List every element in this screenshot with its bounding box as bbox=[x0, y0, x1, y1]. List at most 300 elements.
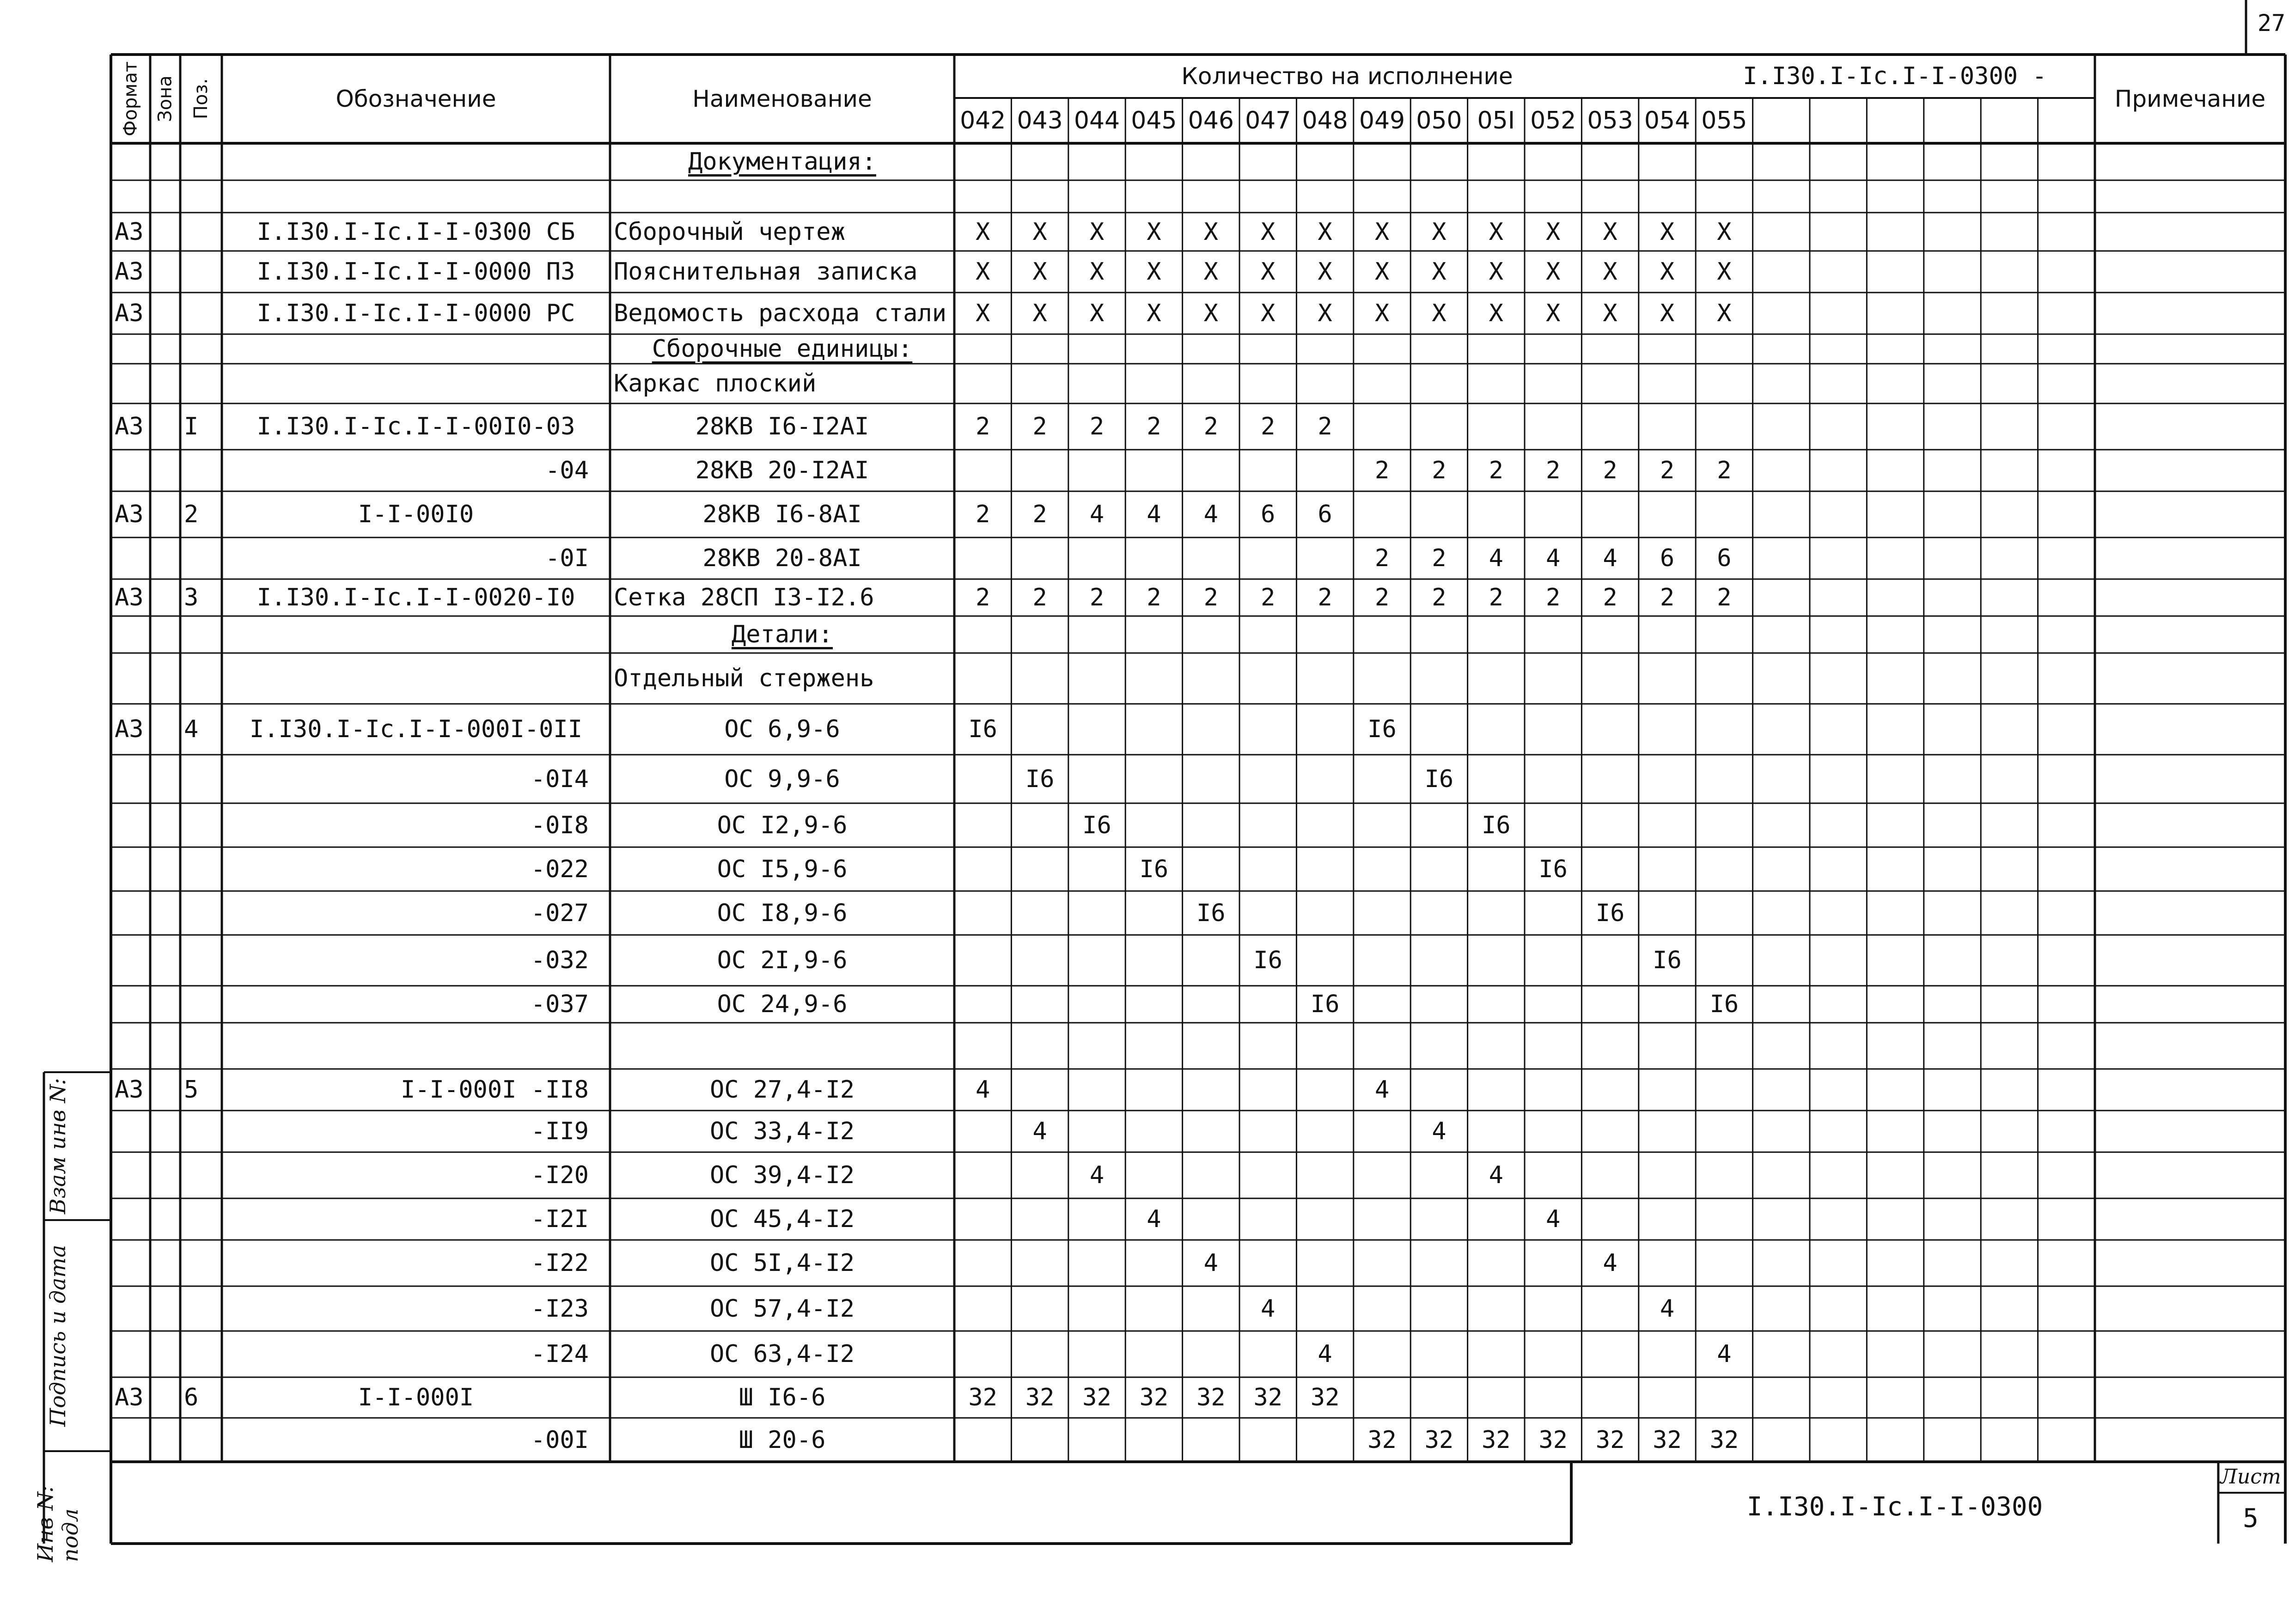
quantity-cell: 2 bbox=[1374, 584, 1390, 611]
quantity-cell: 4 bbox=[1374, 1076, 1390, 1104]
row-designation bbox=[222, 1023, 610, 1069]
quantity-cell: X bbox=[1318, 258, 1332, 286]
quantity-cell: I6 bbox=[1595, 899, 1625, 927]
row-pos bbox=[180, 334, 222, 364]
quantity-cell: 2 bbox=[1032, 584, 1047, 611]
side-stamp-vzam: Взам инв N: bbox=[45, 1078, 70, 1215]
row-designation: -00I bbox=[531, 1426, 589, 1454]
quantity-cell: 2 bbox=[976, 501, 990, 528]
row-designation bbox=[222, 334, 610, 364]
row-zone bbox=[150, 537, 180, 579]
quantity-cell: 2 bbox=[1374, 457, 1390, 484]
row-name: ОС 2I,9-6 bbox=[717, 946, 848, 974]
quantity-cell: X bbox=[1147, 299, 1161, 327]
quantity-cell: I6 bbox=[1310, 990, 1340, 1018]
row-designation: -I2I bbox=[531, 1205, 589, 1233]
row-pos bbox=[180, 364, 222, 403]
quantity-cell: 32 bbox=[1139, 1384, 1169, 1411]
row-name: ОС 39,4-I2 bbox=[709, 1161, 855, 1189]
row-format bbox=[111, 1111, 150, 1152]
variant-header: 042 bbox=[960, 107, 1006, 134]
quantity-cell: 2 bbox=[1318, 584, 1332, 611]
row-format bbox=[111, 537, 150, 579]
row-pos bbox=[180, 450, 222, 491]
quantity-cell: 4 bbox=[1032, 1117, 1047, 1145]
quantity-cell: X bbox=[1203, 258, 1218, 286]
row-zone bbox=[150, 251, 180, 293]
row-format bbox=[111, 755, 150, 803]
row-designation bbox=[222, 616, 610, 653]
row-designation: -0I4 bbox=[531, 765, 589, 793]
row-format bbox=[111, 986, 150, 1023]
quantity-cell: 4 bbox=[1546, 1205, 1561, 1233]
quantity-cell: 4 bbox=[1717, 1340, 1732, 1368]
side-stamp-inv-podl: Инв N: подл bbox=[33, 1485, 83, 1562]
row-name: ОС 45,4-I2 bbox=[709, 1205, 855, 1233]
section-heading: Документация: bbox=[688, 148, 876, 176]
row-format bbox=[111, 180, 150, 213]
row-zone bbox=[150, 579, 180, 616]
row-designation: -II9 bbox=[531, 1117, 589, 1145]
row-format: А3 bbox=[115, 299, 144, 327]
row-name: 28КВ I6-I2АI bbox=[695, 413, 869, 440]
row-pos bbox=[180, 891, 222, 935]
quantity-cell: X bbox=[1603, 218, 1617, 246]
quantity-cell: 4 bbox=[1147, 1205, 1161, 1233]
quantity-cell: 2 bbox=[1432, 584, 1447, 611]
row-designation: -027 bbox=[531, 899, 589, 927]
row-name: ОС 6,9-6 bbox=[724, 715, 840, 743]
header-note: Примечание bbox=[2114, 85, 2266, 112]
row-designation: I-I-00I0 bbox=[358, 501, 474, 528]
side-stamp-podpis: Подпись и дата bbox=[45, 1245, 70, 1427]
row-name: Пояснительная записка bbox=[614, 258, 918, 286]
row-format bbox=[111, 891, 150, 935]
quantity-cell: 2 bbox=[1489, 457, 1503, 484]
row-designation bbox=[222, 653, 610, 704]
quantity-cell: I6 bbox=[1709, 990, 1739, 1018]
row-zone bbox=[150, 1418, 180, 1462]
quantity-cell: X bbox=[1546, 258, 1561, 286]
row-pos bbox=[180, 1198, 222, 1240]
quantity-cell: I6 bbox=[1082, 811, 1111, 839]
quantity-cell: 2 bbox=[1432, 544, 1447, 572]
row-name: Каркас плоский bbox=[614, 370, 817, 397]
quantity-cell: 32 bbox=[1709, 1426, 1739, 1454]
row-zone bbox=[150, 1152, 180, 1198]
row-format bbox=[111, 143, 150, 180]
quantity-cell: X bbox=[1432, 258, 1447, 286]
quantity-cell: 2 bbox=[976, 584, 990, 611]
section-heading: Детали: bbox=[731, 621, 833, 648]
variant-header: 043 bbox=[1017, 107, 1063, 134]
row-name: ОС 24,9-6 bbox=[717, 990, 848, 1018]
quantity-cell: 32 bbox=[968, 1384, 997, 1411]
row-pos bbox=[180, 1240, 222, 1286]
row-zone bbox=[150, 653, 180, 704]
row-pos bbox=[180, 180, 222, 213]
quantity-cell: 2 bbox=[1660, 584, 1675, 611]
quantity-cell: X bbox=[1660, 258, 1675, 286]
quantity-cell: 6 bbox=[1318, 501, 1332, 528]
row-zone bbox=[150, 704, 180, 755]
row-zone bbox=[150, 1240, 180, 1286]
row-zone bbox=[150, 1377, 180, 1418]
quantity-cell: X bbox=[1489, 299, 1503, 327]
quantity-cell: X bbox=[1318, 299, 1332, 327]
row-zone bbox=[150, 450, 180, 491]
quantity-cell: 32 bbox=[1653, 1426, 1682, 1454]
variant-header: 047 bbox=[1245, 107, 1291, 134]
quantity-cell: 4 bbox=[1147, 501, 1161, 528]
quantity-cell: X bbox=[1603, 258, 1617, 286]
quantity-cell: X bbox=[976, 258, 990, 286]
quantity-cell: X bbox=[1546, 299, 1561, 327]
row-pos bbox=[180, 1286, 222, 1331]
row-zone bbox=[150, 935, 180, 986]
row-pos bbox=[180, 537, 222, 579]
quantity-cell: I6 bbox=[1196, 899, 1226, 927]
quantity-cell: 2 bbox=[976, 413, 990, 440]
variant-header: 052 bbox=[1530, 107, 1576, 134]
row-zone bbox=[150, 491, 180, 537]
quantity-cell: X bbox=[976, 299, 990, 327]
row-name: 28КВ 20-8АI bbox=[702, 544, 862, 572]
row-name: Ш 20-6 bbox=[739, 1426, 826, 1454]
row-format bbox=[111, 1152, 150, 1198]
quantity-cell: 4 bbox=[1489, 1161, 1503, 1189]
row-designation: -032 bbox=[531, 946, 589, 974]
quantity-cell: I6 bbox=[1025, 765, 1055, 793]
quantity-cell: 2 bbox=[1717, 457, 1732, 484]
row-pos bbox=[180, 1418, 222, 1462]
row-designation: -022 bbox=[531, 855, 589, 883]
row-name bbox=[610, 180, 954, 213]
row-pos bbox=[180, 1111, 222, 1152]
row-designation bbox=[222, 143, 610, 180]
quantity-cell: 2 bbox=[1032, 413, 1047, 440]
quantity-cell: X bbox=[1717, 218, 1732, 246]
row-pos bbox=[180, 143, 222, 180]
row-zone bbox=[150, 847, 180, 891]
row-designation bbox=[222, 364, 610, 403]
quantity-cell: X bbox=[1261, 258, 1276, 286]
quantity-cell: I6 bbox=[1424, 765, 1454, 793]
variant-header: 046 bbox=[1188, 107, 1234, 134]
row-name: ОС 63,4-I2 bbox=[709, 1340, 855, 1368]
row-format: А3 bbox=[115, 218, 144, 246]
row-name: Сетка 28СП I3-I2.6 bbox=[614, 584, 874, 611]
quantity-cell: X bbox=[1032, 258, 1047, 286]
quantity-cell: 4 bbox=[1203, 501, 1218, 528]
quantity-cell: X bbox=[1603, 299, 1617, 327]
quantity-cell: 2 bbox=[1147, 584, 1161, 611]
quantity-cell: 2 bbox=[1203, 584, 1218, 611]
row-format: А3 bbox=[115, 258, 144, 286]
variant-header bbox=[2038, 98, 2095, 143]
row-pos bbox=[180, 755, 222, 803]
row-pos: 6 bbox=[184, 1384, 199, 1411]
quantity-cell: X bbox=[1318, 218, 1332, 246]
variant-header: 054 bbox=[1644, 107, 1691, 134]
row-format bbox=[111, 1286, 150, 1331]
row-zone bbox=[150, 403, 180, 450]
quantity-cell: I6 bbox=[1367, 715, 1397, 743]
quantity-cell: X bbox=[1261, 299, 1276, 327]
row-designation: I-I-000I bbox=[358, 1384, 474, 1411]
quantity-cell: I6 bbox=[1481, 811, 1511, 839]
variant-header: 044 bbox=[1074, 107, 1120, 134]
quantity-cell: X bbox=[1717, 258, 1732, 286]
row-zone bbox=[150, 1023, 180, 1069]
row-pos bbox=[180, 1023, 222, 1069]
quantity-cell: 4 bbox=[1603, 544, 1617, 572]
variant-header: 050 bbox=[1416, 107, 1462, 134]
quantity-cell: X bbox=[1261, 218, 1276, 246]
row-format bbox=[111, 1418, 150, 1462]
row-designation: -I20 bbox=[531, 1161, 589, 1189]
row-pos: 3 bbox=[184, 584, 199, 611]
row-designation: -0I8 bbox=[531, 811, 589, 839]
row-pos bbox=[180, 803, 222, 847]
row-name: Ш I6-6 bbox=[739, 1384, 826, 1411]
quantity-cell: 2 bbox=[1261, 413, 1276, 440]
row-designation: I.I30.I-Ic.I-I-0000 РС bbox=[256, 299, 575, 327]
quantity-cell: 32 bbox=[1025, 1384, 1055, 1411]
row-designation: -0I bbox=[545, 544, 589, 572]
row-pos bbox=[180, 293, 222, 334]
row-zone bbox=[150, 891, 180, 935]
row-zone bbox=[150, 143, 180, 180]
row-format bbox=[111, 334, 150, 364]
quantity-cell: 4 bbox=[1660, 1294, 1675, 1323]
row-format bbox=[111, 803, 150, 847]
row-pos: 4 bbox=[184, 715, 199, 743]
row-format: А3 bbox=[115, 1384, 144, 1411]
row-pos bbox=[180, 653, 222, 704]
row-zone bbox=[150, 1286, 180, 1331]
row-format bbox=[111, 1331, 150, 1377]
quantity-cell: 2 bbox=[1147, 413, 1161, 440]
quantity-cell: X bbox=[1432, 299, 1447, 327]
row-pos: I bbox=[184, 413, 199, 440]
quantity-cell: X bbox=[1660, 299, 1675, 327]
quantity-cell: X bbox=[1374, 299, 1390, 327]
row-designation: -I22 bbox=[531, 1249, 589, 1277]
row-name: ОС 5I,4-I2 bbox=[709, 1249, 855, 1277]
row-pos bbox=[180, 935, 222, 986]
quantity-cell: 32 bbox=[1367, 1426, 1397, 1454]
row-format bbox=[111, 1023, 150, 1069]
quantity-cell: 32 bbox=[1595, 1426, 1625, 1454]
row-name: 28КВ I6-8АI bbox=[702, 501, 862, 528]
quantity-cell: 4 bbox=[1318, 1340, 1332, 1368]
quantity-cell: 32 bbox=[1082, 1384, 1111, 1411]
header-base-code: I.I30.I-Ic.I-I-0300 - bbox=[1743, 62, 2047, 90]
variant-header bbox=[1924, 98, 1981, 143]
quantity-cell: X bbox=[1203, 299, 1218, 327]
variant-header bbox=[1981, 98, 2038, 143]
row-designation: I.I30.I-Ic.I-I-0000 ПЗ bbox=[256, 258, 575, 286]
quantity-cell: 32 bbox=[1538, 1426, 1568, 1454]
row-pos bbox=[180, 616, 222, 653]
quantity-cell: X bbox=[1089, 218, 1105, 246]
quantity-cell: 32 bbox=[1253, 1384, 1282, 1411]
row-format bbox=[111, 847, 150, 891]
quantity-cell: 4 bbox=[1261, 1294, 1276, 1323]
row-name: ОС 9,9-6 bbox=[724, 765, 840, 793]
quantity-cell: 2 bbox=[1603, 457, 1617, 484]
variant-header: 055 bbox=[1701, 107, 1747, 134]
quantity-cell: X bbox=[1089, 299, 1105, 327]
row-zone bbox=[150, 180, 180, 213]
quantity-cell: 32 bbox=[1481, 1426, 1511, 1454]
row-zone bbox=[150, 986, 180, 1023]
row-name: 28КВ 20-I2АI bbox=[695, 457, 869, 484]
row-format bbox=[111, 450, 150, 491]
variant-header: 049 bbox=[1359, 107, 1405, 134]
row-name: ОС 57,4-I2 bbox=[709, 1294, 855, 1323]
row-zone bbox=[150, 293, 180, 334]
row-designation: I.I30.I-Ic.I-I-00I0-03 bbox=[256, 413, 575, 440]
quantity-cell: 32 bbox=[1196, 1384, 1226, 1411]
row-zone bbox=[150, 755, 180, 803]
quantity-cell: X bbox=[1147, 218, 1161, 246]
row-zone bbox=[150, 1069, 180, 1111]
quantity-cell: 2 bbox=[1089, 584, 1105, 611]
row-zone bbox=[150, 616, 180, 653]
quantity-cell: 4 bbox=[1089, 1161, 1105, 1189]
title-block-code: I.I30.I-Ic.I-I-0300 bbox=[1746, 1491, 2043, 1522]
variant-header: 045 bbox=[1131, 107, 1177, 134]
quantity-cell: 2 bbox=[1546, 584, 1561, 611]
header-name: Наименование bbox=[692, 85, 872, 112]
quantity-cell: X bbox=[1203, 218, 1218, 246]
row-designation bbox=[222, 180, 610, 213]
row-name: ОС I8,9-6 bbox=[717, 899, 848, 927]
quantity-cell: 6 bbox=[1717, 544, 1732, 572]
quantity-cell: 4 bbox=[1203, 1249, 1218, 1277]
row-format bbox=[111, 1240, 150, 1286]
page-number: 27 bbox=[2257, 10, 2286, 37]
row-name: ОС I2,9-6 bbox=[717, 811, 848, 839]
row-zone bbox=[150, 213, 180, 251]
quantity-cell: X bbox=[1717, 299, 1732, 327]
quantity-cell: 32 bbox=[1424, 1426, 1454, 1454]
quantity-cell: X bbox=[1374, 258, 1390, 286]
row-format: А3 bbox=[115, 413, 144, 440]
quantity-cell: 6 bbox=[1660, 544, 1675, 572]
quantity-cell: 2 bbox=[1203, 413, 1218, 440]
row-pos: 5 bbox=[184, 1076, 199, 1104]
quantity-cell: 2 bbox=[1489, 584, 1503, 611]
quantity-cell: 2 bbox=[1660, 457, 1675, 484]
quantity-cell: 2 bbox=[1546, 457, 1561, 484]
quantity-cell: X bbox=[1032, 299, 1047, 327]
row-format: А3 bbox=[115, 715, 144, 743]
quantity-cell: 4 bbox=[1432, 1117, 1447, 1145]
title-block-sheet-label: Лист bbox=[2220, 1465, 2281, 1489]
header-quantity: Количество на исполнение bbox=[1181, 63, 1513, 90]
quantity-cell: X bbox=[1660, 218, 1675, 246]
row-name: Ведомость расхода стали bbox=[614, 299, 947, 327]
row-format bbox=[111, 653, 150, 704]
variant-header: 048 bbox=[1302, 107, 1348, 134]
quantity-cell: X bbox=[976, 218, 990, 246]
row-format: А3 bbox=[115, 1076, 144, 1104]
quantity-cell: X bbox=[1032, 218, 1047, 246]
row-zone bbox=[150, 1331, 180, 1377]
row-designation: I-I-000I -II8 bbox=[401, 1076, 589, 1104]
title-block-sheet-number: 5 bbox=[2243, 1503, 2258, 1533]
quantity-cell: X bbox=[1489, 258, 1503, 286]
variant-header: 053 bbox=[1587, 107, 1633, 134]
row-name: ОС I5,9-6 bbox=[717, 855, 848, 883]
row-format: А3 bbox=[115, 584, 144, 611]
row-designation: I.I30.I-Ic.I-I-000I-0II bbox=[249, 715, 583, 743]
quantity-cell: 2 bbox=[1318, 413, 1332, 440]
quantity-cell: 32 bbox=[1310, 1384, 1340, 1411]
quantity-cell: 2 bbox=[1603, 584, 1617, 611]
row-zone bbox=[150, 1198, 180, 1240]
row-format bbox=[111, 364, 150, 403]
quantity-cell: X bbox=[1147, 258, 1161, 286]
variant-header bbox=[1753, 98, 1810, 143]
row-designation: I.I30.I-Ic.I-I-0020-I0 bbox=[256, 584, 575, 611]
header-zone: Зона bbox=[154, 75, 176, 122]
quantity-cell: 2 bbox=[1032, 501, 1047, 528]
quantity-cell: 2 bbox=[1432, 457, 1447, 484]
variant-header bbox=[1867, 98, 1923, 143]
quantity-cell: I6 bbox=[968, 715, 997, 743]
row-pos bbox=[180, 251, 222, 293]
quantity-cell: 4 bbox=[1546, 544, 1561, 572]
quantity-cell: 2 bbox=[1717, 584, 1732, 611]
quantity-cell: I6 bbox=[1139, 855, 1169, 883]
row-format bbox=[111, 1198, 150, 1240]
row-pos bbox=[180, 1331, 222, 1377]
header-format: Формат bbox=[120, 61, 141, 137]
row-name: Сборочный чертеж bbox=[614, 218, 845, 246]
row-designation: I.I30.I-Ic.I-I-0300 СБ bbox=[256, 218, 575, 246]
row-pos bbox=[180, 213, 222, 251]
quantity-cell: 4 bbox=[1089, 501, 1105, 528]
row-format bbox=[111, 616, 150, 653]
row-name: ОС 27,4-I2 bbox=[709, 1076, 855, 1104]
header-pos: Поз. bbox=[190, 78, 212, 120]
header-designation: Обозначение bbox=[336, 85, 496, 112]
row-name: ОС 33,4-I2 bbox=[709, 1117, 855, 1145]
section-heading: Сборочные единицы: bbox=[652, 335, 913, 363]
row-format bbox=[111, 935, 150, 986]
row-designation: -04 bbox=[545, 457, 589, 484]
quantity-cell: X bbox=[1089, 258, 1105, 286]
quantity-cell: I6 bbox=[1253, 946, 1282, 974]
quantity-cell: 4 bbox=[1603, 1249, 1617, 1277]
row-zone bbox=[150, 803, 180, 847]
row-pos bbox=[180, 847, 222, 891]
quantity-cell: 4 bbox=[1489, 544, 1503, 572]
row-designation: -037 bbox=[531, 990, 589, 1018]
quantity-cell: X bbox=[1374, 218, 1390, 246]
row-zone bbox=[150, 364, 180, 403]
quantity-cell: 2 bbox=[1374, 544, 1390, 572]
variant-header bbox=[1810, 98, 1867, 143]
quantity-cell: X bbox=[1432, 218, 1447, 246]
row-designation: -I24 bbox=[531, 1340, 589, 1368]
row-format: А3 bbox=[115, 501, 144, 528]
variant-header: 05I bbox=[1477, 107, 1515, 134]
